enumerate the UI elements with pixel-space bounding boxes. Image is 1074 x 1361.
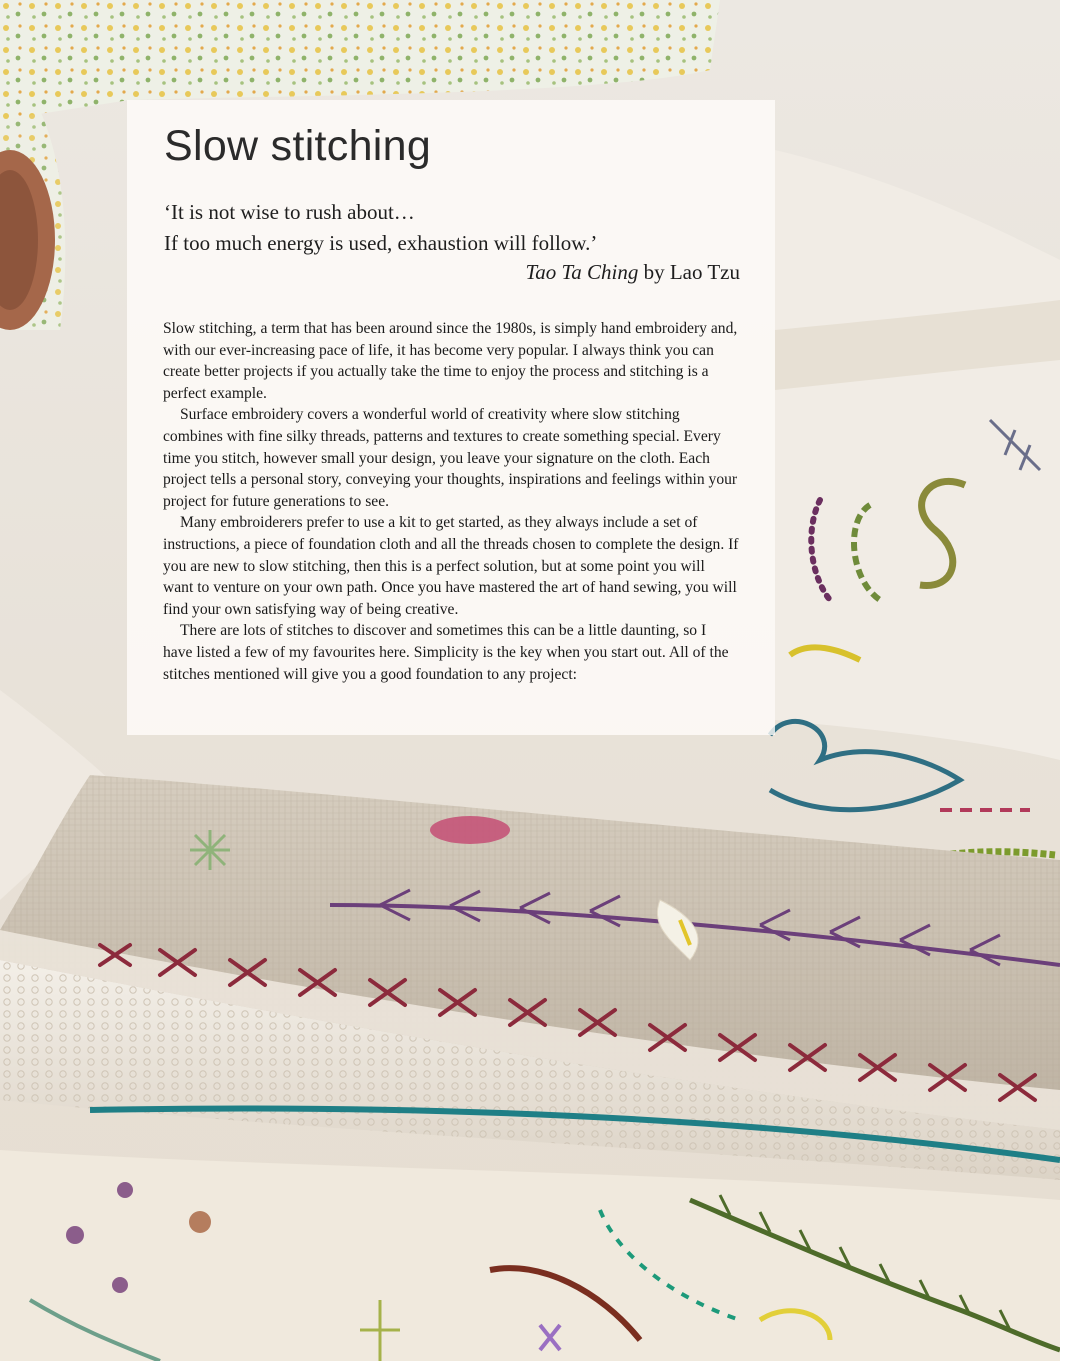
- body-text: [163, 318, 739, 685]
- epigraph-line-1: ‘It is not wise to rush about…: [164, 200, 415, 224]
- paragraph: There are lots of stitches to discover and sometimes this can be a little daunting, so I have listed a few of my favourites here. Simplicity is the key when you start out. All of the stitches mentioned will give you a good foundation to any project:: [163, 622, 729, 683]
- paragraph: Many embroiderers prefer to use a kit to get started, as they always include a set of instructions, a piece of foundation cloth and all the threads chosen to complete the design. If you are new to slow stitching, then this is a perfect solution, but at some point you will want to venture on your own path. Once you have mastered the art of hand sewing, you will find your own satisfying way of being creative.: [163, 514, 739, 618]
- source-title: Tao Ta Ching: [525, 260, 639, 284]
- page-margin: [1060, 0, 1074, 1361]
- source-author: by Lao Tzu: [643, 260, 740, 284]
- paragraph: Surface embroidery covers a wonderful world of creativity where slow stitching combines with fine silky threads, patterns and textures to create something special. Every time you stitch, however small your design, you leave your signature on the cloth. Each project tells a personal story, conveying your thoughts, inspirations and feelings within your project for future generations to see.: [163, 406, 738, 510]
- epigraph-attribution: [525, 260, 740, 285]
- epigraph-line-2: If too much energy is used, exhaustion will follow.’: [164, 231, 598, 255]
- paragraph: Slow stitching, a term that has been around since the 1980s, is simply hand embroidery and, with our ever-increasing pace of life, it has become very popular. I always think you can create better projects if you actually take the time to enjoy the process and stitching is a perfect example.: [163, 320, 738, 402]
- page-title: Slow stitching: [164, 122, 432, 170]
